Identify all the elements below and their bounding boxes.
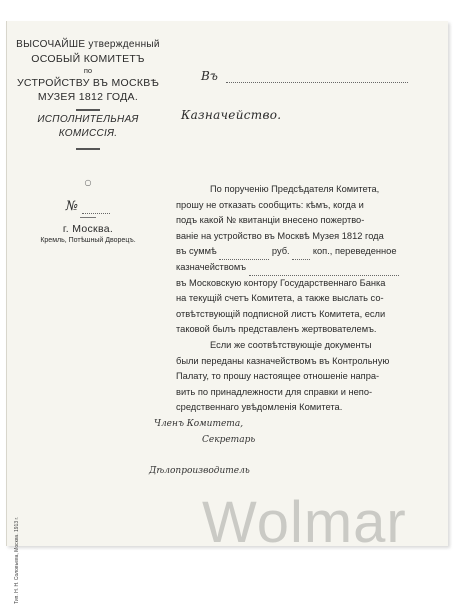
body-line: ваніе на устройство въ Москвѣ Музея 1812 года: [176, 230, 384, 241]
body-line: были переданы казначействомъ въ Контрольную: [176, 355, 390, 366]
commission-title: ИСПОЛНИТЕЛЬНАЯ КОМИССІЯ.: [37, 114, 139, 139]
rubles-label: руб.: [271, 246, 290, 257]
document-sheet: [6, 21, 448, 604]
header-line-4: УСТРОЙСТВУ ВЪ МОСКВѢ: [16, 77, 160, 89]
number-field: [7, 199, 169, 214]
letterhead-column: [7, 21, 169, 546]
letter-body: [176, 182, 422, 416]
printer-imprint: Тип. Н. Н. Соловьева, Москва. 1913 г.: [14, 516, 20, 604]
body-line: средственнаго увѣдомленія Комитета.: [176, 402, 343, 413]
city-label: г. Москва.: [62, 223, 114, 235]
body-line: въ Московскую контору Государственнаго Банка: [176, 277, 386, 288]
clerk-signature-label: Дѣлопроизводитель: [149, 466, 250, 476]
body-line: Палату, то прошу настоящее отношеніе напра-: [176, 371, 380, 382]
addressee-prefix: Въ: [201, 69, 218, 83]
addressee-blank: [226, 82, 408, 83]
header-line-1: ВЫСОЧАЙШЕ утвержденный: [16, 39, 160, 50]
body-line: По порученію Предсѣдателя Комитета,: [210, 184, 380, 194]
number-label: №: [65, 199, 79, 214]
body-line: подъ какой № квитанціи внесено пожертво-: [176, 215, 365, 226]
header-line-2: ОСОБЫЙ КОМИТЕТЪ: [31, 53, 145, 65]
body-line: отвѣтствующій подписной листъ Комитета, если: [176, 308, 386, 319]
secretary-signature-label: Секретарь: [202, 435, 256, 445]
member-signature-label: Членъ Комитета,: [154, 419, 244, 429]
watermark: Wolmar: [202, 490, 407, 555]
body-line: вить по принадлежности для справки и непо-: [176, 386, 373, 397]
header-line-3: по: [83, 66, 93, 75]
body-line: таковой былъ представленъ жертвователемъ.: [176, 324, 377, 335]
body-line: Если же соотвѣтствующіе документы: [210, 339, 372, 350]
amount-line: [176, 244, 422, 260]
header-line-5: МУЗЕЯ 1812 ГОДА.: [37, 91, 139, 103]
body-line: на текущій счетъ Комитета, а также выслать со-: [176, 293, 384, 304]
treasury-line-label: казначействомъ: [176, 261, 247, 272]
kopecks-label: коп., переведенное: [312, 246, 397, 257]
body-line: прошу не отказать сообщить: кѣмъ, когда и: [176, 199, 364, 210]
treasury-label: Казначейство.: [181, 108, 282, 122]
amount-prefix: въ суммѣ: [176, 246, 217, 257]
address-label: Кремль, Потѣшный Дворецъ.: [40, 237, 136, 244]
ornament: ○: [84, 178, 92, 187]
number-blank: [82, 213, 110, 214]
treasury-line: [176, 260, 422, 276]
